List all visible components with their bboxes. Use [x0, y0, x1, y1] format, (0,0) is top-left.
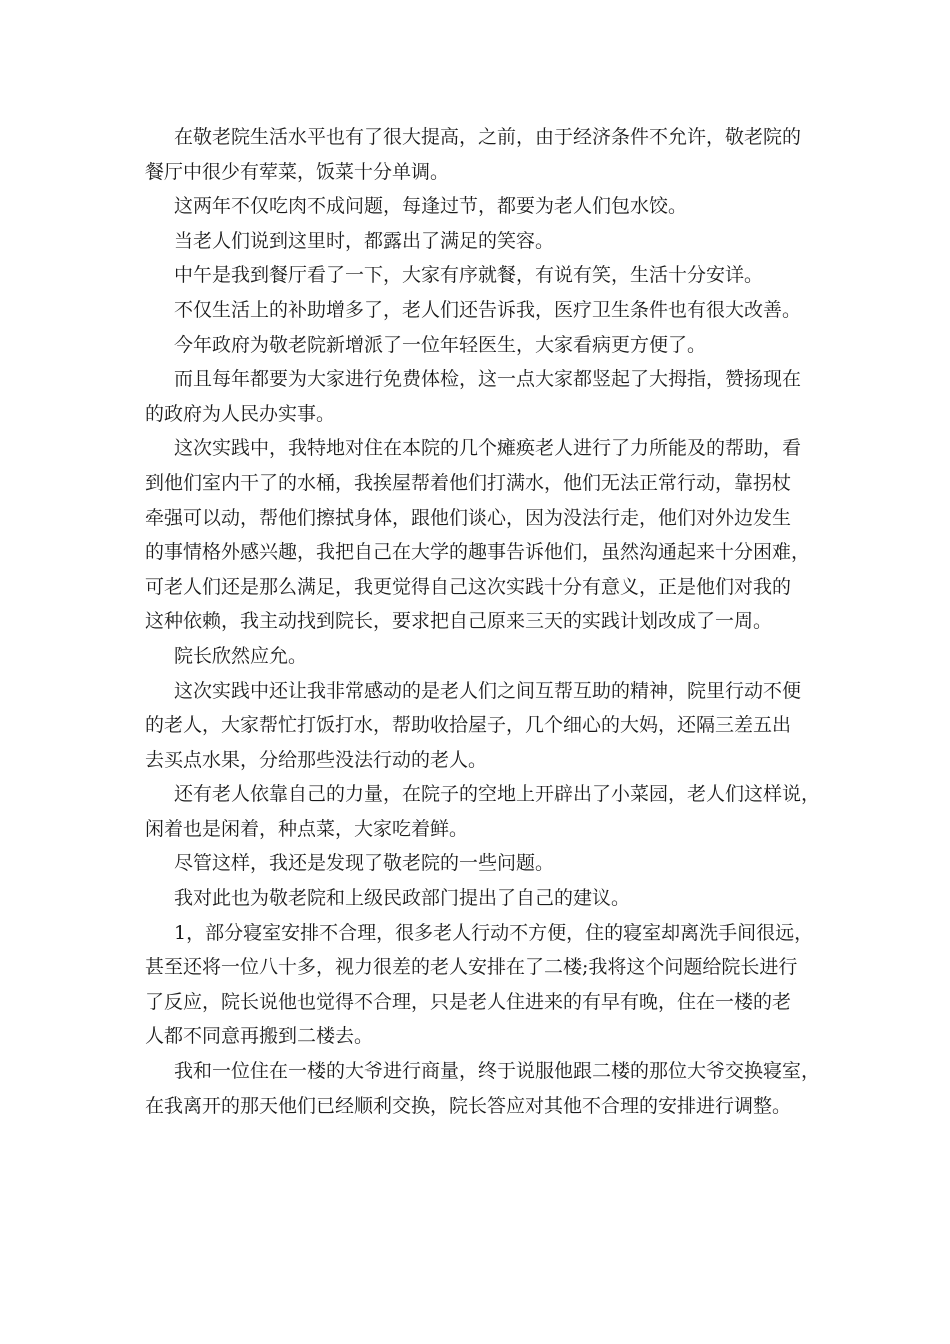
text-line: 1，部分寝室安排不合理，很多老人行动不方便，住的寝室却离洗手间很远，: [174, 921, 814, 944]
text-line: 的老人，大家帮忙打饭打水，帮助收拾屋子，几个细心的大妈，还隔三差五出: [145, 714, 792, 737]
text-line: 人都不同意再搬到二楼去。: [145, 1025, 374, 1048]
text-line: 闲着也是闲着，种点菜，大家吃着鲜。: [145, 817, 469, 840]
document-body: [145, 120, 821, 1123]
text-line: 的事情格外感兴趣，我把自己在大学的趣事告诉他们，虽然沟通起来十分困难，: [145, 541, 811, 564]
text-line: 这次实践中，我特地对住在本院的几个瘫痪老人进行了力所能及的帮助，看: [174, 437, 802, 460]
text-line: 今年政府为敬老院新增派了一位年轻医生，大家看病更方便了。: [174, 333, 707, 356]
text-line: 尽管这样，我还是发现了敬老院的一些问题。: [174, 852, 555, 875]
text-line: 了反应，院长说他也觉得不合理，只是老人住进来的有早有晚，住在一楼的老: [145, 990, 792, 1013]
text-line: 在敬老院生活水平也有了很大提高，之前，由于经济条件不允许，敬老院的: [174, 126, 802, 148]
text-line: 院长欣然应允。: [174, 644, 308, 667]
text-line: 餐厅中很少有荤菜，饭菜十分单调。: [145, 160, 450, 183]
text-line: 而且每年都要为大家进行免费体检，这一点大家都竖起了大拇指，赞扬现在: [174, 368, 802, 391]
text-line: 还有老人依靠自己的力量，在院子的空地上开辟出了小菜园，老人们这样说，: [174, 783, 821, 806]
text-line: 到他们室内干了的水桶，我挨屋帮着他们打满水，他们无法正常行动，靠拐杖: [145, 471, 792, 494]
text-line: 甚至还将一位八十多，视力很差的老人安排在了二楼;我将这个问题给院长进行: [145, 956, 798, 979]
text-line: 中午是我到餐厅看了一下，大家有序就餐，有说有笑，生活十分安详。: [174, 264, 764, 287]
text-line: 这两年不仅吃肉不成问题，每逢过节，都要为老人们包水饺。: [174, 195, 688, 218]
text-line: 在我离开的那天他们已经顺利交换，院长答应对其他不合理的安排进行调整。: [145, 1094, 792, 1117]
text-line: 牵强可以动，帮他们擦拭身体，跟他们谈心，因为没法行走，他们对外边发生: [145, 506, 792, 529]
text-line: 的政府为人民办实事。: [145, 402, 336, 425]
text-line: 我和一位住在一楼的大爷进行商量，终于说服他跟二楼的那位大爷交换寝室，: [174, 1060, 821, 1083]
text-line: 当老人们说到这里时，都露出了满足的笑容。: [174, 229, 555, 252]
text-line: 我对此也为敬老院和上级民政部门提出了自己的建议。: [174, 887, 631, 910]
text-line: 这次实践中还让我非常感动的是老人们之间互帮互助的精神，院里行动不便: [174, 679, 802, 702]
text-line: 去买点水果，分给那些没法行动的老人。: [145, 748, 488, 771]
text-line: 不仅生活上的补助增多了，老人们还告诉我，医疗卫生条件也有很大改善。: [174, 298, 802, 321]
text-line: 可老人们还是那么满足，我更觉得自己这次实践十分有意义，正是他们对我的: [145, 575, 792, 598]
text-line: 这种依赖，我主动找到院长，要求把自己原来三天的实践计划改成了一周。: [145, 610, 773, 633]
